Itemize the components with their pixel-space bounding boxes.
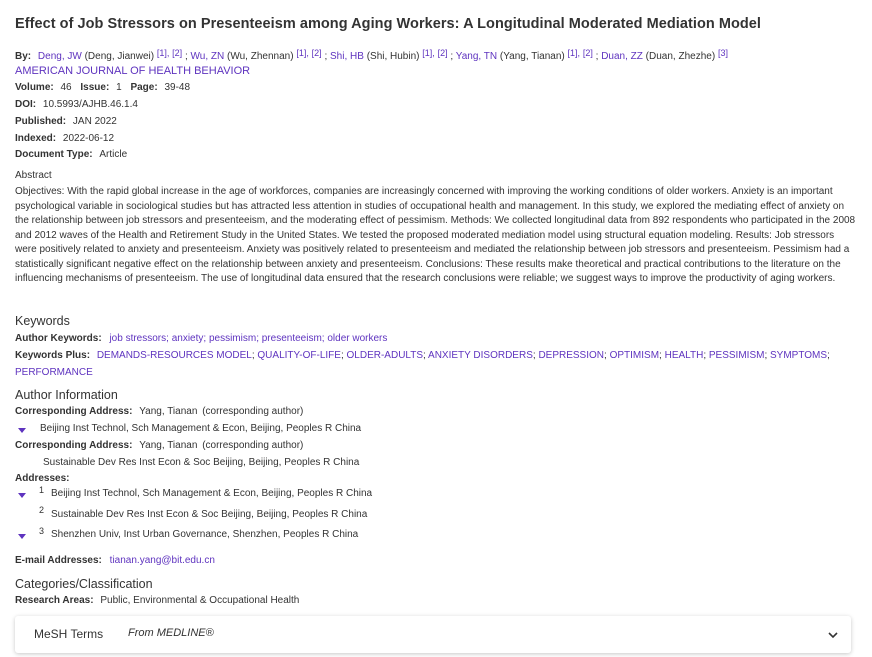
authors-line (15, 46, 728, 64)
keyword-plus-link[interactable]: PERFORMANCE (15, 367, 93, 378)
published-row (15, 115, 117, 129)
author-fullname: (Shi, Hubin) (366, 51, 420, 62)
mesh-terms-panel[interactable] (15, 616, 851, 653)
email-link[interactable]: tianan.yang@bit.edu.cn (109, 555, 215, 566)
addresses-label: Addresses: (15, 473, 70, 484)
abstract-heading: Abstract (15, 170, 52, 181)
keyword-separator: ; (423, 350, 426, 361)
keyword-separator: ; (340, 350, 344, 361)
address-text: Sustainable Dev Res Inst Econ & Soc Beijing, Beijing, Peoples R China (51, 509, 368, 520)
indexed-value: 2022-06-12 (62, 133, 115, 144)
page-label: Page: (130, 82, 158, 93)
address-number: 1 (39, 485, 45, 495)
corresponding-address-2 (15, 439, 303, 453)
corresponding-role: (corresponding author) (202, 406, 304, 417)
caret-down-icon[interactable] (18, 534, 26, 539)
caret-down-icon[interactable] (18, 428, 26, 433)
author-link-5[interactable]: Duan, ZZ (601, 51, 643, 62)
corresponding-address-1 (15, 405, 303, 419)
mesh-terms-source: From MEDLINE® (128, 627, 214, 639)
mesh-terms-title: MeSH Terms (34, 627, 104, 641)
author-link-1[interactable]: Deng, JW (37, 51, 82, 62)
corresponding-label: Corresponding Address: (15, 440, 133, 451)
keyword-link[interactable]: pessimism (208, 333, 257, 344)
author-link-4[interactable]: Yang, TN (455, 51, 498, 62)
author-keywords-label: Author Keywords: (15, 333, 102, 344)
volume-value: 46 (60, 82, 72, 93)
keyword-separator: ; (203, 333, 207, 344)
keyword-plus-link[interactable]: OPTIMISM (609, 350, 660, 361)
corresponding-label: Corresponding Address: (15, 406, 133, 417)
doi-row (15, 98, 138, 112)
address-text: Shenzhen Univ, Inst Urban Governance, Shenzhen, Peoples R China (51, 529, 359, 540)
address-number: 3 (39, 526, 45, 536)
keyword-plus-link[interactable]: HEALTH (664, 350, 704, 361)
ref-separator: , (306, 48, 309, 58)
keyword-separator: ; (166, 333, 169, 344)
issue-label: Issue: (80, 82, 110, 93)
author-keywords-row (15, 332, 387, 346)
indexed-row (15, 132, 114, 146)
keyword-link[interactable]: job stressors (109, 333, 167, 344)
author-fullname: (Duan, Zhezhe) (645, 51, 716, 62)
ref-separator: , (166, 48, 170, 58)
indexed-label: Indexed: (15, 133, 57, 144)
corresponding-role: (corresponding author) (202, 440, 304, 451)
author-ref[interactable]: [3] (717, 48, 728, 58)
abstract-text: Objectives: With the rapid global increase in the age of workforces, companies are increasingly concerned with improving the working conditions of older workers. Anxiety is an important psychological variable in sociological studies but has attracted less attention in studies of occupational health and management. In this study, we explored the mediating effect of anxiety on the relationship between job stressors and presenteeism, and the moderating effect of pessimism. Methods: We collected longitudinal data from 892 respondents who participated in the 2008 and 2012 waves of the Health and Retirement Study in the United States. We tested the proposed moderated mediation model using structural equation modeling. Results: Job stressors were positively related to anxiety and presenteeism. Anxiety was positively related to presenteeism and mediated the relationship between job stressors and presenteeism. Pessimism had a statistically significant negative effect on the relationship between anxiety and presenteeism. Conclusions: These results make theoretical and practical contributions to the literature on the influencing mechanisms of presenteeism. The use of longitudinal data ensured that the research conclusions were reliable; we suggest ways to improve the productivity of aging workers. (15, 186, 856, 284)
keyword-separator: ; (604, 350, 607, 361)
author-fullname: (Deng, Jianwei) (84, 51, 155, 62)
doctype-row (15, 148, 127, 162)
page-value: 39-48 (164, 82, 191, 93)
keywords-heading: Keywords (15, 314, 70, 328)
keyword-plus-link[interactable]: OLDER-ADULTS (346, 350, 424, 361)
author-separator: ; (324, 51, 328, 62)
keyword-separator: ; (764, 350, 768, 361)
author-ref[interactable]: [1] (156, 48, 167, 58)
author-separator: ; (595, 51, 599, 62)
corresponding-address-text: Beijing Inst Technol, Sch Management & Econ, Beijing, Peoples R China (40, 423, 362, 434)
keywords-plus-label: Keywords Plus: (15, 350, 91, 361)
author-ref[interactable]: [2] (172, 48, 183, 58)
author-ref[interactable]: [1] (567, 48, 578, 58)
author-separator: ; (184, 51, 188, 62)
keyword-separator: ; (256, 333, 259, 344)
author-info-heading: Author Information (15, 388, 118, 402)
volume-label: Volume: (15, 82, 54, 93)
keywords-plus-row (15, 349, 830, 363)
email-row (15, 554, 215, 568)
keyword-plus-link[interactable]: QUALITY-OF-LIFE (257, 350, 341, 361)
address-text: Beijing Inst Technol, Sch Management & Econ, Beijing, Peoples R China (51, 488, 373, 499)
published-label: Published: (15, 116, 67, 127)
doi-value: 10.5993/AJHB.46.1.4 (42, 99, 138, 110)
ref-separator: , (577, 48, 581, 58)
address-number: 2 (39, 505, 45, 515)
research-areas-row (15, 594, 299, 608)
keyword-separator: ; (532, 350, 536, 361)
keyword-separator: ; (827, 350, 830, 361)
research-areas-value: Public, Environmental & Occupational Health (100, 595, 300, 606)
keyword-link[interactable]: presenteeism (261, 333, 322, 344)
keyword-separator: ; (321, 333, 325, 344)
record-title: Effect of Job Stressors on Presenteeism among Aging Workers: A Longitudinal Moderated Mediation Model (15, 16, 761, 32)
corresponding-name: Yang, Tianan (139, 406, 198, 417)
volume-issue-page (15, 81, 190, 95)
keyword-plus-link[interactable]: PESSIMISM (708, 350, 765, 361)
keyword-link[interactable]: older workers (327, 333, 388, 344)
author-fullname: (Wu, Zhennan) (227, 51, 294, 62)
author-link-3[interactable]: Shi, HB (330, 51, 364, 62)
keyword-plus-link[interactable]: DEPRESSION (538, 350, 605, 361)
author-link-2[interactable]: Wu, ZN (190, 51, 225, 62)
published-value: JAN 2022 (72, 116, 117, 127)
keyword-plus-link[interactable]: SYMPTOMS (770, 350, 828, 361)
corresponding-name: Yang, Tianan (139, 440, 198, 451)
author-fullname: (Yang, Tianan) (499, 51, 565, 62)
doctype-label: Document Type: (15, 149, 93, 160)
keyword-separator: ; (251, 350, 255, 361)
author-ref[interactable]: [1] (296, 48, 307, 58)
research-areas-label: Research Areas: (15, 595, 94, 606)
authors-label: By: (15, 51, 32, 62)
keyword-separator: ; (703, 350, 707, 361)
keyword-plus-link[interactable]: DEMANDS-RESOURCES MODEL (96, 350, 252, 361)
chevron-down-icon[interactable] (827, 628, 839, 646)
keyword-link[interactable]: anxiety (171, 333, 204, 344)
caret-down-icon[interactable] (18, 493, 26, 498)
author-ref[interactable]: [1] (422, 48, 433, 58)
keyword-plus-link[interactable]: ANXIETY DISORDERS (428, 350, 533, 361)
author-separator: ; (450, 51, 454, 62)
categories-heading: Categories/Classification (15, 577, 153, 591)
author-ref[interactable]: [2] (311, 48, 322, 58)
doi-label: DOI: (15, 99, 37, 110)
corresponding-address-text: Sustainable Dev Res Inst Econ & Soc Beijing, Beijing, Peoples R China (43, 457, 360, 468)
author-ref[interactable]: [2] (582, 48, 593, 58)
ref-separator: , (432, 48, 435, 58)
journal-link[interactable]: AMERICAN JOURNAL OF HEALTH BEHAVIOR (15, 65, 251, 77)
keyword-separator: ; (659, 350, 662, 361)
author-ref[interactable]: [2] (437, 48, 448, 58)
doctype-value: Article (99, 149, 128, 160)
email-label: E-mail Addresses: (15, 555, 102, 566)
issue-value: 1 (116, 82, 122, 93)
